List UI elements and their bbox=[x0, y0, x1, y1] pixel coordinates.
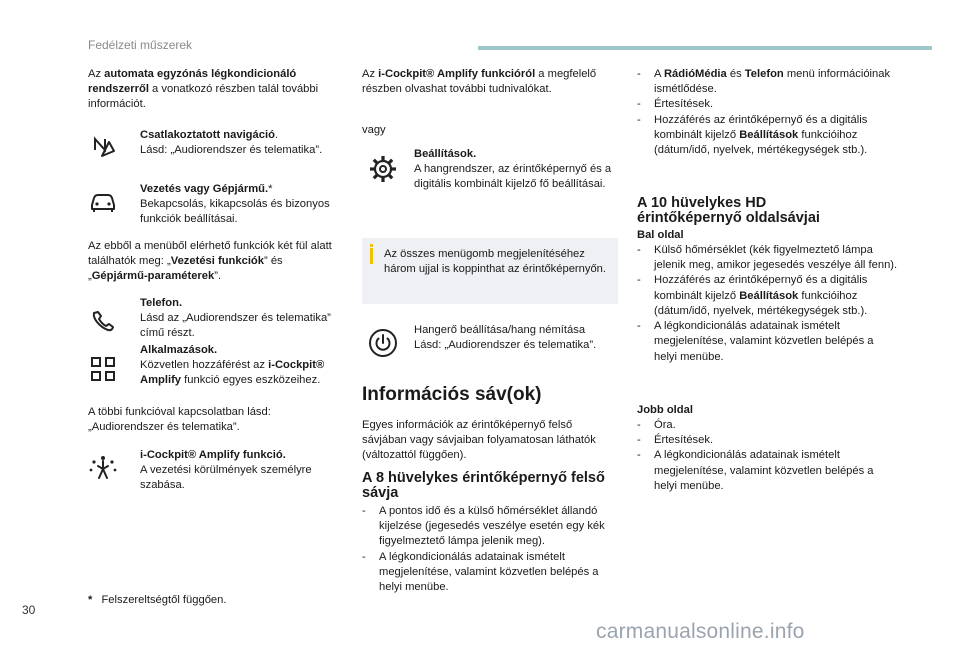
footnote-star: * bbox=[88, 594, 93, 606]
settings-item-title: Beállítások. bbox=[414, 148, 477, 160]
page-header-title: Fedélzeti műszerek bbox=[88, 38, 193, 52]
header-accent-bar bbox=[478, 46, 932, 50]
page-number: 30 bbox=[22, 603, 36, 617]
list-item: - Értesítések. bbox=[637, 97, 897, 112]
list-item: - A légkondicionálás adatainak ismételt megjelenítése, valamint közvetlen belépés a helyi menübe. bbox=[637, 448, 899, 494]
subsection-title-8in: A 8 hüvelykes érintőképernyő felső sávja bbox=[362, 470, 605, 502]
subsection-title-10in: A 10 hüvelykes HD érintőképernyő oldalsávjai bbox=[637, 195, 820, 227]
list-item: - A légkondicionálás adatainak ismételt megjelenítése, valamint közvetlen belépés a helyi menübe. bbox=[362, 550, 620, 596]
footnote bbox=[88, 593, 343, 608]
list-top-bar-items bbox=[637, 67, 897, 158]
col1-intro: Az automata egyzónás légkondicionáló rendszerről a vonatkozó részben talál további információt. bbox=[88, 68, 319, 111]
list-item: - Külső hőmérséklet (kék figyelmeztető lámpa jelenik meg, amikor jegesedés veszélye áll fenn). bbox=[637, 243, 899, 273]
phone-item-title: Telefon. bbox=[140, 297, 183, 309]
apps-item-text: Közvetlen hozzáférést az i-Cockpit® Amplify funkció egyes eszközeihez. bbox=[140, 359, 325, 387]
nav-item: Csatlakoztatott navigáció. Lásd: „Audiorendszer és telematika”. bbox=[140, 128, 345, 158]
section-title-info-bars: Információs sáv(ok) bbox=[362, 384, 542, 405]
apps-item bbox=[140, 343, 350, 389]
amplify-item bbox=[140, 448, 345, 494]
col1-other-functions: A többi funkcióval kapcsolatban lásd: „Audiorendszer és telematika”. bbox=[88, 406, 271, 434]
amplify-item-title: i-Cockpit® Amplify funkció. bbox=[140, 449, 286, 461]
volume-item-line1: Hangerő beállítása/hang némítása bbox=[414, 324, 586, 336]
list-item: - A RádióMédia és Telefon menü információinak ismétlődése. bbox=[637, 67, 897, 97]
list-item: - Óra. bbox=[637, 418, 899, 433]
info-box-text: Az összes menügomb megjelenítéséhez három ujjal is koppinthat az érintőképernyőn. bbox=[384, 248, 607, 276]
list-right-side bbox=[637, 418, 899, 494]
vehicle-item: Vezetés vagy Gépjármű.* Bekapcsolás, kikapcsolás és bizonyos funkciók beállításai. bbox=[140, 182, 345, 228]
left-side-title: Bal oldal bbox=[637, 229, 684, 241]
list-item: - A légkondicionálás adatainak ismételt megjelenítése, valamint közvetlen belépés a helyi menübe. bbox=[637, 319, 899, 365]
list-item: - Értesítések. bbox=[637, 433, 899, 448]
settings-gear-icon bbox=[366, 152, 400, 186]
vehicle-item-title: Vezetés vagy Gépjármű. bbox=[140, 183, 269, 195]
col2-or: vagy bbox=[362, 124, 386, 136]
list-left-side bbox=[637, 243, 899, 365]
section-info-bars-text: Egyes információk az érintőképernyő felső sávjában vagy sávjaiban folyamatosan láthatók (változattól függően). bbox=[362, 419, 596, 462]
phone-item-text: Lásd az „Audiorendszer és telematika” című részt. bbox=[140, 312, 331, 340]
col2-intro: Az i-Cockpit® Amplify funkcióról a megfelelő részben olvashat további tudnivalókat. bbox=[362, 68, 597, 96]
nav-item-title: Csatlakoztatott navigáció bbox=[140, 129, 275, 141]
info-icon bbox=[370, 244, 373, 247]
list-8in-top-bar bbox=[362, 504, 620, 595]
navigation-icon bbox=[86, 130, 120, 164]
list-item: - Hozzáférés az érintőképernyő és a digitális kombinált kijelző Beállítások funkcióihoz (dátum/idő, nyelvek, mértékegységek stb.). bbox=[637, 273, 899, 319]
footnote-text: Felszereltségtől függően. bbox=[101, 594, 227, 606]
settings-item-text: A hangrendszer, az érintőképernyő és a digitális kombinált kijelző fő beállításai. bbox=[414, 163, 612, 191]
right-side-title: Jobb oldal bbox=[637, 404, 693, 416]
nav-item-text: Lásd: „Audiorendszer és telematika”. bbox=[140, 144, 323, 157]
watermark: carmanualsonline.info bbox=[596, 620, 805, 643]
info-icon-bar bbox=[370, 248, 373, 264]
apps-item-title: Alkalmazások. bbox=[140, 344, 218, 356]
settings-item bbox=[414, 147, 614, 193]
amplify-icon bbox=[86, 451, 120, 485]
apps-grid-icon bbox=[86, 352, 120, 386]
list-item: - A pontos idő és a külső hőmérséklet állandó kijelzése (jegesedés veszélye esetén egy kék figyelmeztető lámpa jelenik meg). bbox=[362, 504, 620, 550]
volume-item bbox=[414, 323, 624, 353]
car-icon bbox=[86, 184, 120, 218]
info-box bbox=[362, 238, 618, 304]
phone-icon bbox=[86, 304, 120, 338]
volume-item-line2: Lásd: „Audiorendszer és telematika”. bbox=[414, 339, 597, 352]
power-icon bbox=[366, 326, 400, 360]
vehicle-item-text: Bekapcsolás, kikapcsolás és bizonyos funkciók beállításai. bbox=[140, 198, 330, 226]
phone-item bbox=[140, 296, 345, 342]
col1-tabs-paragraph: Az ebből a menüből elérhető funkciók két fül alatt találhatók meg: „Vezetési funkciók” és „Gépjármű-paraméterek”. bbox=[88, 240, 332, 283]
list-item: - Hozzáférés az érintőképernyő és a digitális kombinált kijelző Beállítások funkcióihoz (dátum/idő, nyelvek, mértékegységek stb.). bbox=[637, 113, 897, 159]
amplify-item-text: A vezetési körülmények személyre szabása. bbox=[140, 464, 312, 492]
